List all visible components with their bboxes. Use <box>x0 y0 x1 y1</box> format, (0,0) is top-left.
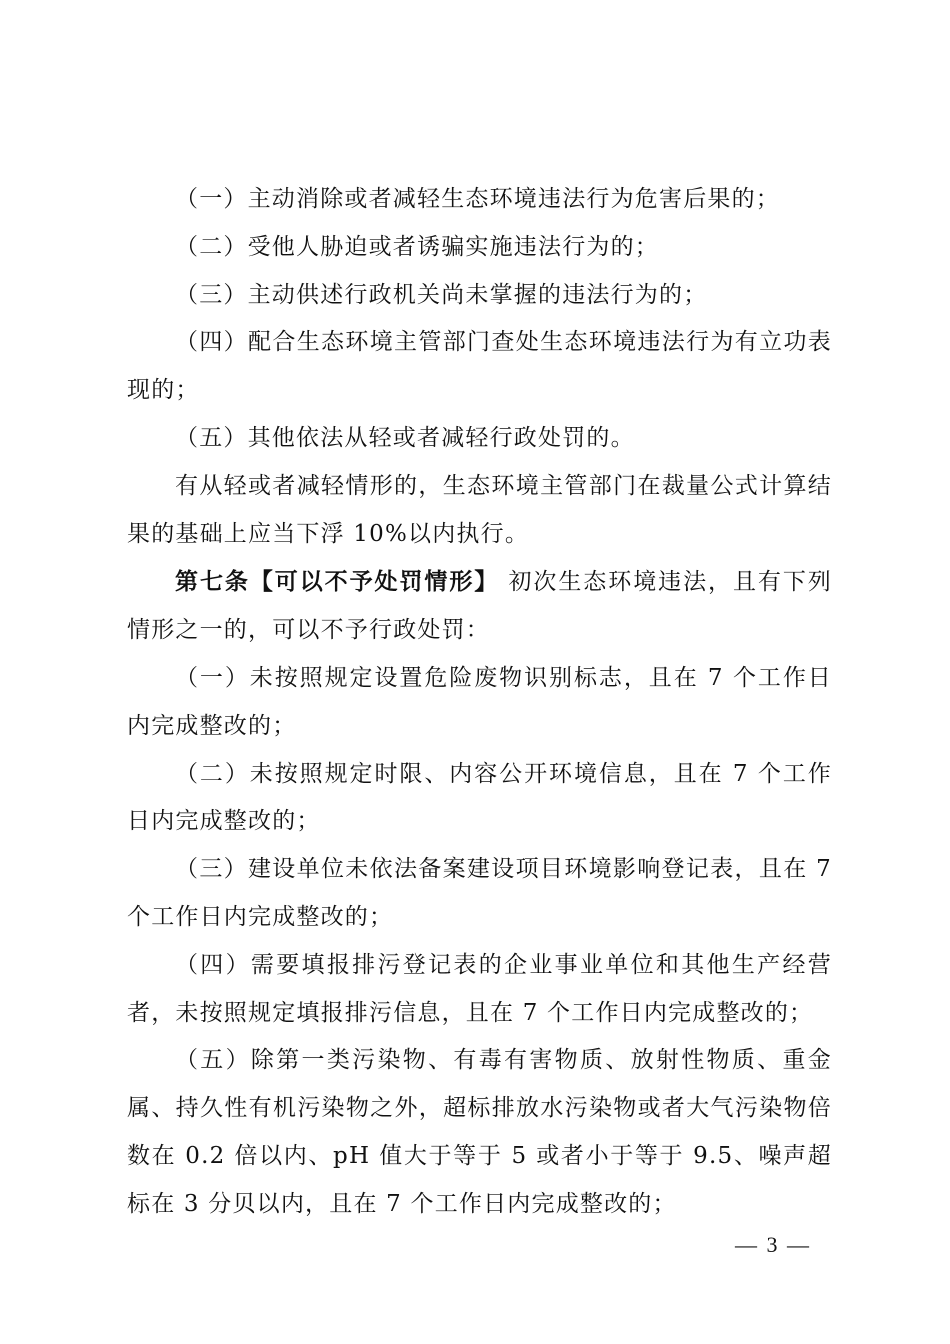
page-number: — 3 — <box>735 1232 811 1257</box>
article-7-item-5: （五）除第一类污染物、有毒有害物质、放射性物质、重金属、持久性有机污染物之外，超标排放水污染物或者大气污染物倍数在 0.2 倍以内、pH 值大于等于 5 或者小于等于 9.5、噪声超标在 3 分贝以内，且在 7 个工作日内完成整改的； <box>127 1047 832 1217</box>
document-body <box>127 176 832 1229</box>
article-7-item-4: （四）需要填报排污登记表的企业事业单位和其他生产经营者，未按照规定填报排污信息，且在 7 个工作日内完成整改的； <box>127 951 832 1026</box>
article-7-intro: 初次生态环境违法，且有下列情形之一的，可以不予行政处罚： <box>127 569 832 644</box>
article-7-item-3: （三）建设单位未依法备案建设项目环境影响登记表，且在 7 个工作日内完成整改的； <box>127 856 832 930</box>
paragraph-1: （一）主动消除或者减轻生态环境违法行为危害后果的； <box>175 186 780 212</box>
article-7-item-2: （二）未按照规定时限、内容公开环境信息，且在 7 个工作日内完成整改的； <box>127 760 832 835</box>
article-7-paragraph <box>127 558 832 655</box>
paragraph-2: （二）受他人胁迫或者诱骗实施违法行为的； <box>175 233 659 260</box>
paragraph-4: （四）配合生态环境主管部门查处生态环境违法行为有立功表现的； <box>127 329 832 404</box>
paragraph-6: 有从轻或者减轻情形的，生态环境主管部门在裁量公式计算结果的基础上应当下浮 10%以内执行。 <box>127 472 832 547</box>
paragraph-3: （三）主动供述行政机关尚未掌握的违法行为的； <box>175 281 708 308</box>
paragraph-5: （五）其他依法从轻或者减轻行政处罚的。 <box>175 424 635 451</box>
article-7-item-1: （一）未按照规定设置危险废物识别标志，且在 7 个工作日内完成整改的； <box>127 664 832 739</box>
article-7-heading: 第七条【可以不予处罚情形】 <box>175 568 500 596</box>
